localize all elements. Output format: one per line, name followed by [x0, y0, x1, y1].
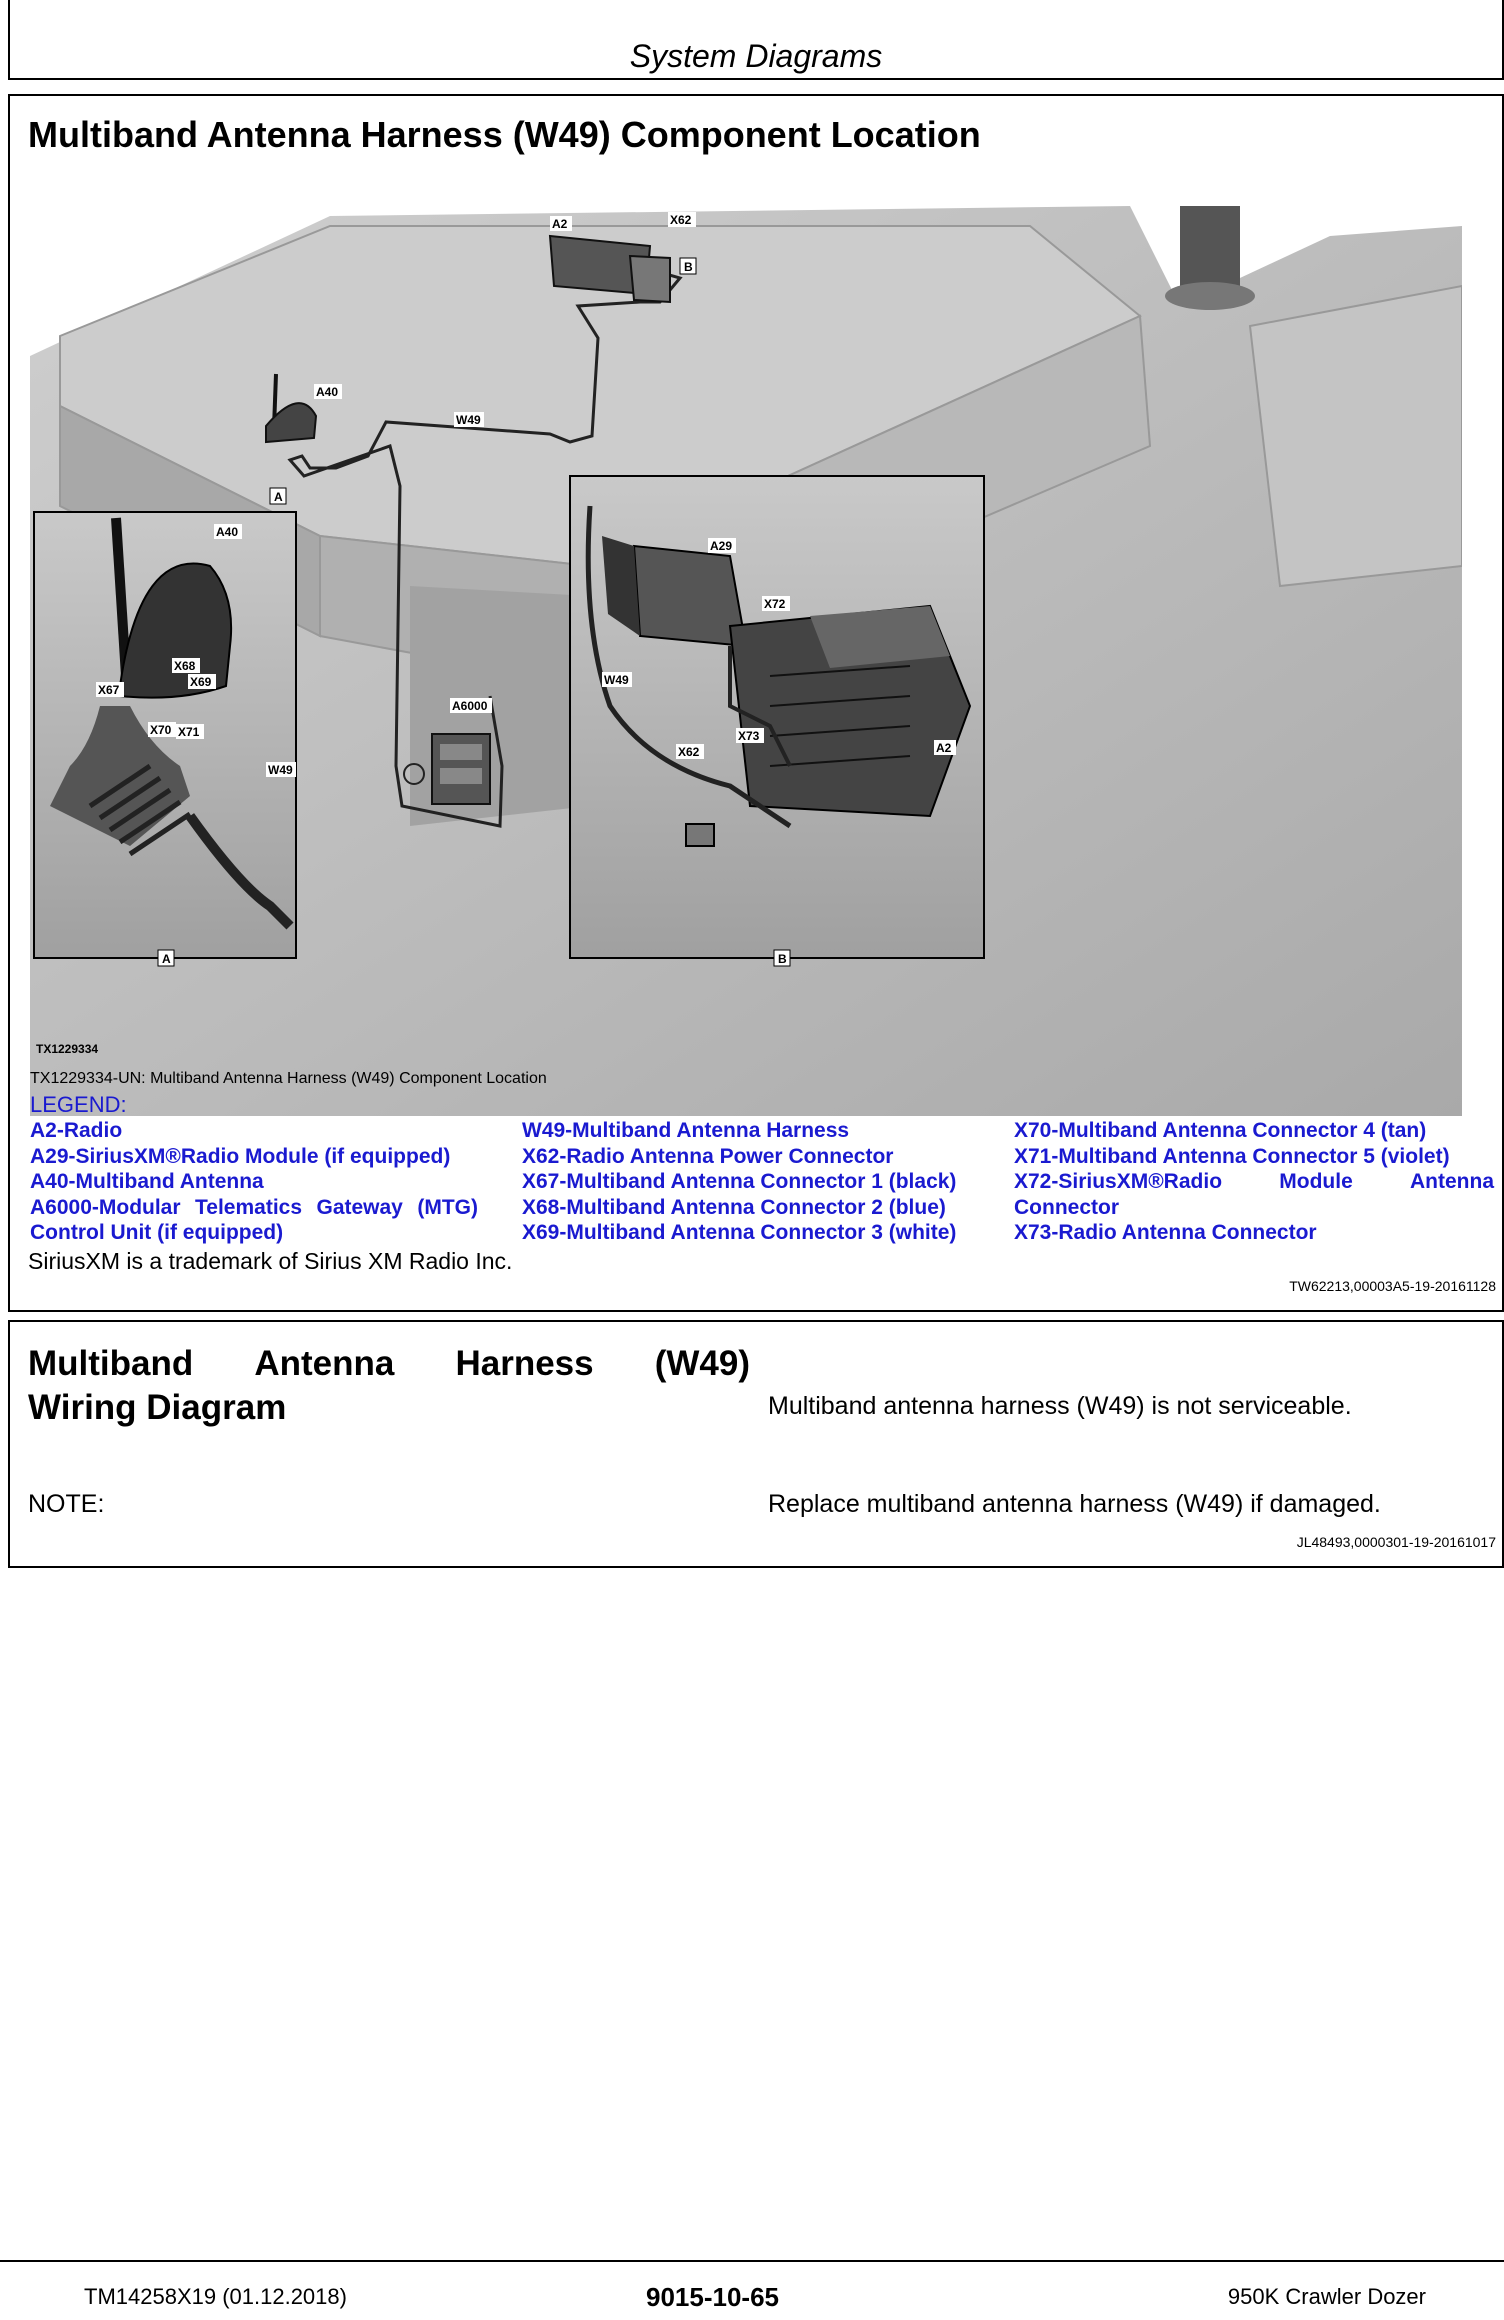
inset-a-label-x67: X67 [98, 683, 120, 697]
legend-word: Gateway [316, 1195, 403, 1219]
legend-item-x68: X68-Multiband Antenna Connector 2 (blue) [522, 1195, 946, 1219]
inset-b-label-w49: W49 [604, 673, 629, 687]
inset-a-label-x69: X69 [190, 675, 212, 689]
legend-item-a2: A2-Radio [30, 1119, 123, 1142]
legend-title: LEGEND: [30, 1092, 127, 1117]
title-word: Multiband [28, 1344, 194, 1383]
legend-column-1 [30, 1118, 478, 1246]
serviceable-text: Multiband antenna harness (W49) is not serviceable. [768, 1392, 1352, 1420]
figure-caption: TX1229334-UN: Multiband Antenna Harness (W49) Component Location [30, 1070, 547, 1087]
legend-item-x72 [1014, 1169, 1494, 1195]
wiring-diagram-section [8, 1320, 1504, 1568]
inset-a-tag: A [162, 952, 171, 966]
section-title [28, 1342, 750, 1430]
legend-column-3 [1014, 1118, 1494, 1246]
inset-b-label-a2: A2 [936, 741, 952, 755]
inset-a-label-a40: A40 [216, 525, 239, 539]
note-label: NOTE: [28, 1490, 105, 1518]
legend-item-x62: X62-Radio Antenna Power Connector [522, 1144, 894, 1168]
section-title: Multiband Antenna Harness (W49) Component Location [28, 114, 981, 155]
label-w49: W49 [456, 413, 481, 427]
legend-item-w49: W49-Multiband Antenna Harness [522, 1119, 850, 1142]
component-location-section [8, 94, 1504, 1312]
title-word: Antenna [254, 1344, 395, 1383]
inset-a-label-x70: X70 [150, 723, 172, 737]
footer-machine-name: 950K Crawler Dozer [1227, 2284, 1426, 2309]
legend-word: Module [1279, 1170, 1353, 1193]
legend-item-x70: X70-Multiband Antenna Connector 4 (tan) [1014, 1119, 1427, 1142]
inset-a-label-w49: W49 [268, 763, 293, 777]
inset-a [34, 512, 296, 966]
inset-b-label-a29: A29 [710, 539, 733, 553]
legend-item-x73: X73-Radio Antenna Connector [1014, 1221, 1317, 1244]
page-header [8, 0, 1504, 80]
title-word: (W49) [654, 1344, 750, 1383]
legend-column-2 [522, 1118, 992, 1246]
legend-word: Telematics [195, 1195, 303, 1219]
legend-item-a29: A29-SiriusXM®Radio Module (if equipped) [30, 1144, 451, 1168]
footer-divider [0, 2260, 1504, 2262]
component-location-figure [30, 206, 1462, 1116]
inset-a-label-x71: X71 [178, 725, 200, 739]
legend-item-a40: A40-Multiband Antenna [30, 1170, 264, 1193]
footer-page-number: 9015-10-65 [646, 2282, 779, 2312]
label-a2: A2 [552, 217, 568, 231]
label-a40: A40 [316, 385, 339, 399]
inset-b-label-x62: X62 [678, 745, 700, 759]
inset-b-tag: B [778, 952, 787, 966]
callout-b-text: B [684, 260, 693, 274]
label-x62: X62 [670, 213, 692, 227]
legend-item-x69: X69-Multiband Antenna Connector 3 (white) [522, 1221, 957, 1244]
inset-b [570, 476, 984, 966]
document-code: JL48493,0000301-19-20161017 [1296, 1534, 1496, 1550]
title-word: Harness [455, 1344, 594, 1383]
inset-a-label-x68: X68 [174, 659, 196, 673]
legend-word: Antenna [1410, 1170, 1494, 1193]
legend-item-x67: X67-Multiband Antenna Connector 1 (black) [522, 1170, 957, 1193]
footer-manual-id: TM14258X19 (01.12.2018) [84, 2284, 347, 2309]
legend-item-x72-cont: Connector [1014, 1195, 1119, 1219]
legend-word: A6000-Modular [30, 1195, 181, 1219]
legend-word: (MTG) [417, 1195, 478, 1219]
inset-b-label-x72: X72 [764, 597, 786, 611]
legend-word: X72-SiriusXM®Radio [1014, 1170, 1223, 1193]
document-code: TW62213,00003A5-19-20161128 [1289, 1278, 1496, 1294]
legend-item-a6000-cont: Control Unit (if equipped) [30, 1221, 284, 1244]
label-a6000: A6000 [452, 699, 488, 713]
inset-b-label-x73: X73 [738, 729, 760, 743]
legend-item-x71: X71-Multiband Antenna Connector 5 (violet) [1014, 1144, 1450, 1168]
replace-text: Replace multiband antenna harness (W49) if damaged. [768, 1490, 1381, 1518]
callout-a-text: A [274, 490, 283, 504]
title-line-2: Wiring Diagram [28, 1388, 287, 1427]
header-title: System Diagrams [629, 38, 883, 74]
figure-id: TX1229334 [36, 1042, 99, 1056]
trademark-note: SiriusXM is a trademark of Sirius XM Radio Inc. [28, 1248, 513, 1274]
legend-item-a6000 [30, 1195, 478, 1221]
